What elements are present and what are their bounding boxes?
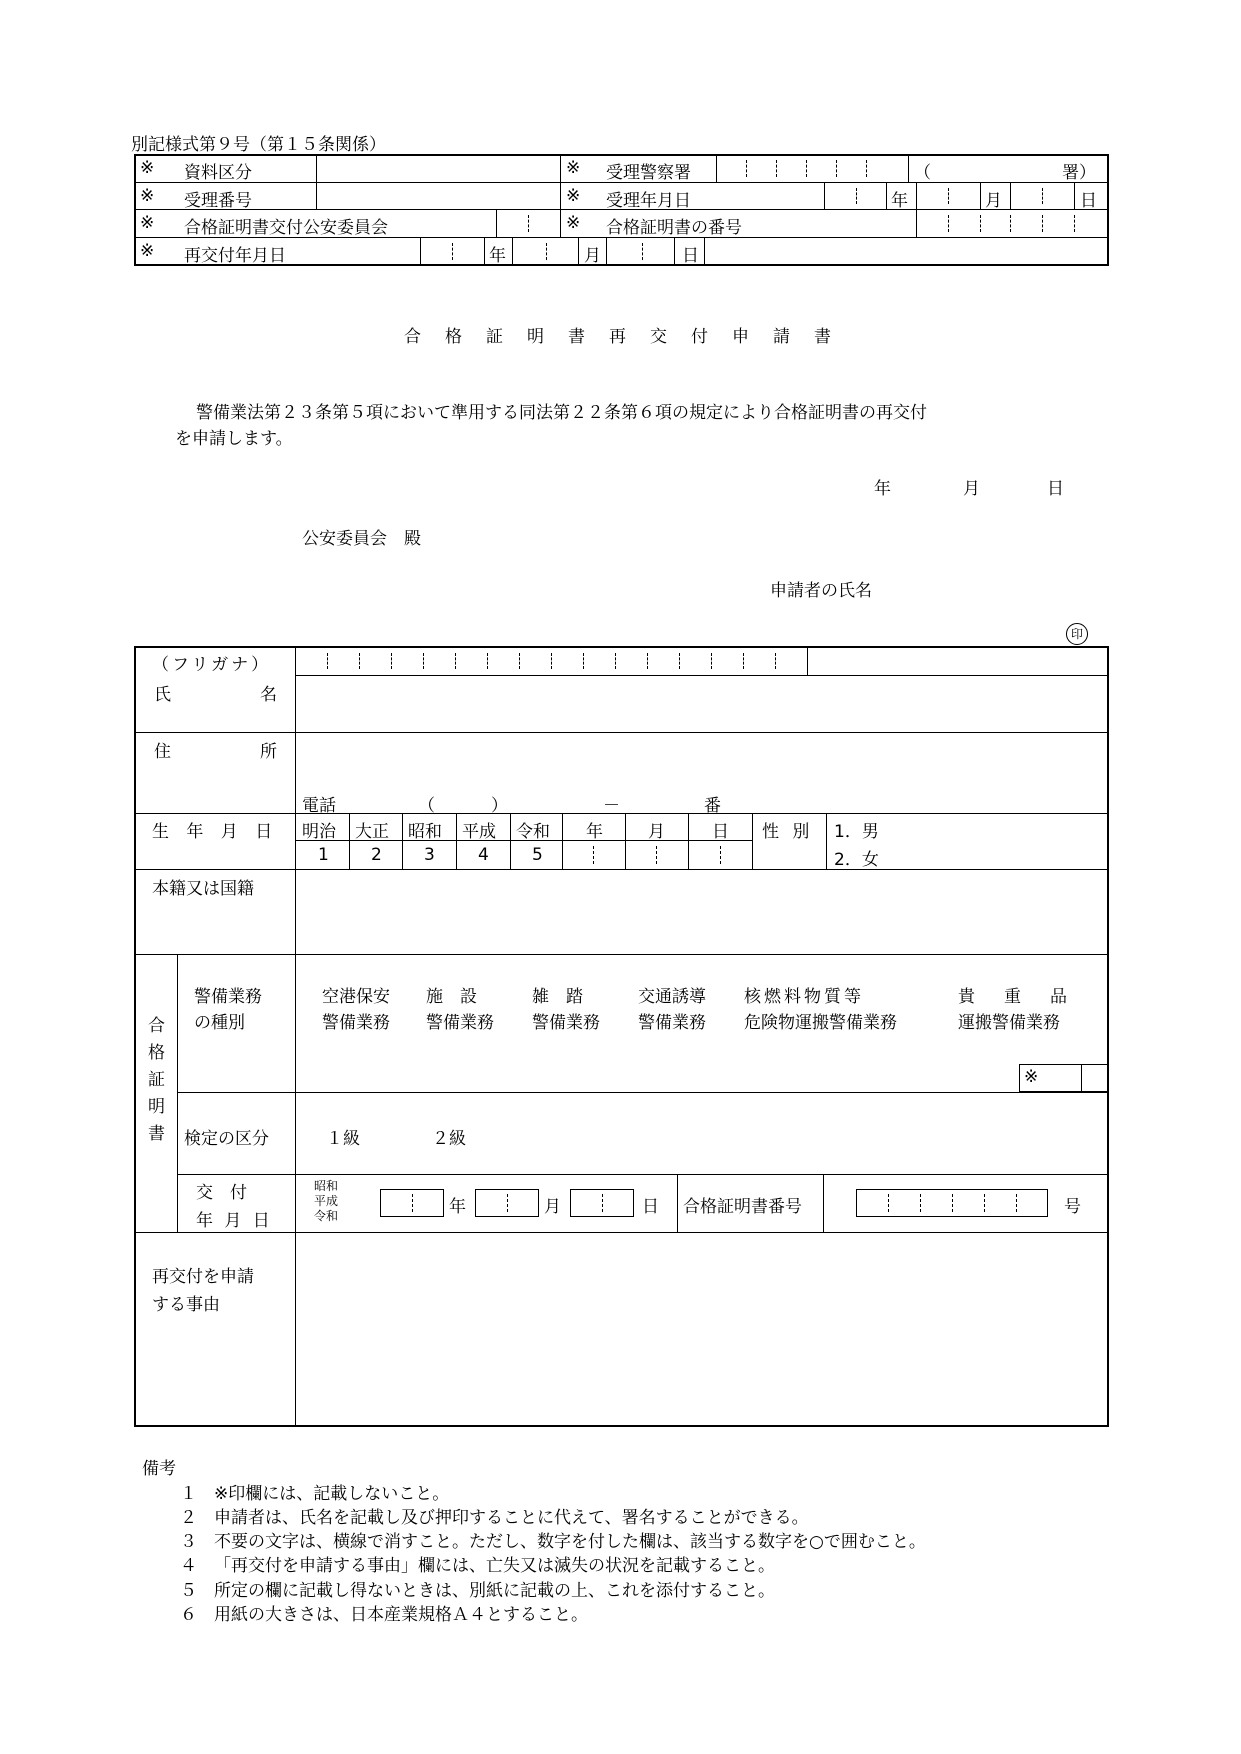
note-text: 所定の欄に記載し得ないときは、別紙に記載の上、これを添付すること。: [214, 1581, 775, 1601]
note-text: 用紙の大きさは、日本産業規格Ａ４とすること。: [214, 1605, 588, 1625]
issue-era-showa: 昭和: [314, 1179, 339, 1193]
phone-paren-close: ）: [491, 796, 508, 816]
note-text: ※印欄には、記載しないこと。: [214, 1484, 450, 1504]
certificate-number-label: 合格証明書の番号: [606, 218, 742, 238]
application-statement-line2: を申請します。: [175, 429, 293, 449]
era-number: 1: [318, 845, 329, 865]
era-showa: 昭和: [408, 822, 442, 842]
issue-day-char: 日: [642, 1197, 659, 1217]
date-day: 日: [1047, 479, 1064, 499]
certificate-number-label: 合格証明書番号: [683, 1197, 802, 1217]
day-char: 日: [1080, 191, 1097, 211]
issuing-commission-label: 合格証明書交付公安委員会: [184, 218, 388, 238]
era-reiwa: 令和: [516, 822, 550, 842]
kome-mark: ※: [140, 241, 155, 261]
issue-month-char: 月: [544, 1197, 561, 1217]
cert-vertical-char: 証: [148, 1070, 165, 1090]
note-number: ２: [180, 1508, 197, 1528]
date-month: 月: [963, 479, 980, 499]
exam-grade-label: 検定の区分: [184, 1129, 269, 1149]
applicant-table: [134, 646, 1109, 1427]
note-number: ５: [180, 1581, 197, 1601]
reissue-reason-label-1: 再交付を申請: [152, 1267, 254, 1287]
era-number: 4: [478, 845, 489, 865]
note-number: ４: [180, 1556, 197, 1576]
security-type-airport: 警備業務: [322, 1013, 390, 1033]
phone-dash: －: [603, 796, 620, 816]
document-title: 合格証明書再交付申請書: [404, 327, 855, 347]
document-category-label: 資料区分: [184, 163, 252, 183]
security-type-crowd: 警備業務: [532, 1013, 600, 1033]
cert-vertical-char: 格: [148, 1043, 165, 1063]
month-char: 月: [985, 191, 1002, 211]
receipt-date-label: 受理年月日: [606, 191, 691, 211]
paren: （: [914, 163, 931, 183]
furigana-label: （フリガナ）: [152, 655, 272, 675]
kome-mark: ※: [566, 186, 581, 206]
note-number: ３: [180, 1532, 197, 1552]
security-type-label-2: の種別: [194, 1013, 245, 1033]
era-taisho: 大正: [355, 822, 389, 842]
security-type-traffic: 警備業務: [638, 1013, 706, 1033]
security-type-valuables: 運搬警備業務: [958, 1013, 1060, 1033]
security-type-facility: 警備業務: [426, 1013, 494, 1033]
date-year: 年: [874, 479, 891, 499]
sex-option-female: 2．女: [834, 850, 879, 870]
kome-mark: ※: [140, 186, 155, 206]
grade-1: １級: [326, 1129, 360, 1149]
receipt-number-label: 受理番号: [184, 191, 252, 211]
receiving-police-station-label: 受理警察署: [606, 163, 691, 183]
security-type-airport: 空港保安: [322, 987, 390, 1007]
applicant-name-label: 申請者の氏名: [770, 581, 872, 601]
cert-vertical-char: 明: [148, 1097, 165, 1117]
birthdate-label: 生 年 月 日: [152, 822, 279, 842]
year-char: 年: [489, 246, 506, 266]
era-meiji: 明治: [302, 822, 336, 842]
reissue-reason-label-2: する事由: [152, 1295, 220, 1315]
kome-mark: ※: [140, 213, 155, 233]
form-reference: 別記様式第９号（第１５条関係）: [131, 135, 386, 155]
kome-mark: ※: [140, 158, 155, 178]
phone-label: 電話: [302, 796, 336, 816]
issue-era-reiwa: 令和: [314, 1209, 339, 1223]
number-suffix: 号: [1064, 1197, 1081, 1217]
cert-vertical-char: 合: [148, 1016, 165, 1036]
year-char: 年: [891, 191, 908, 211]
name-label-2: 名: [260, 685, 277, 705]
kome-mark: ※: [1024, 1067, 1039, 1087]
reissue-date-label: 再交付年月日: [184, 246, 286, 266]
security-type-valuables: 貴 重 品: [958, 987, 1073, 1007]
issue-era-heisei: 平成: [314, 1194, 339, 1208]
application-statement-line1: 警備業法第２３条第５項において準用する同法第２２条第６項の規定により合格証明書の再交付: [196, 403, 927, 423]
issue-date-label-1: 交 付: [196, 1183, 247, 1203]
station-suffix: 署）: [1062, 163, 1096, 183]
cert-vertical-char: 書: [148, 1124, 165, 1144]
issue-year-char: 年: [449, 1197, 466, 1217]
note-number: ６: [180, 1605, 197, 1625]
era-number: 2: [371, 845, 382, 865]
sex-option-male: 1．男: [834, 822, 879, 842]
phone-paren-open: （: [418, 796, 435, 816]
note-number: １: [180, 1484, 197, 1504]
domicile-label: 本籍又は国籍: [152, 879, 254, 899]
era-number: 3: [424, 845, 435, 865]
notes-title: 備考: [142, 1459, 176, 1479]
sex-label: 性 別: [762, 822, 814, 842]
name-label-1: 氏: [154, 685, 171, 705]
addressee: 公安委員会 殿: [302, 529, 421, 549]
security-type-facility: 施 設: [426, 987, 477, 1007]
security-type-nuclear: 危険物運搬警備業務: [744, 1013, 897, 1033]
security-type-label-1: 警備業務: [194, 987, 262, 1007]
address-label-1: 住: [154, 742, 171, 762]
birth-day-label: 日: [712, 822, 729, 842]
note-text: 申請者は、氏名を記載し及び押印することに代えて、署名することができる。: [214, 1508, 809, 1528]
day-char: 日: [682, 246, 699, 266]
note-text: 「再交付を申請する事由」欄には、亡失又は滅失の状況を記載すること。: [214, 1556, 775, 1576]
era-heisei: 平成: [462, 822, 496, 842]
birth-month-label: 月: [648, 822, 665, 842]
era-number: 5: [532, 845, 543, 865]
security-type-nuclear: 核燃料物質等: [744, 987, 864, 1007]
phone-number-suffix: 番: [704, 796, 721, 816]
kome-mark: ※: [566, 158, 581, 178]
address-label-2: 所: [260, 742, 277, 762]
note-text: 不要の文字は、横線で消すこと。ただし、数字を付した欄は、該当する数字を○で囲むこと。: [214, 1532, 926, 1552]
security-type-crowd: 雑 踏: [532, 987, 583, 1007]
birth-year-label: 年: [586, 822, 603, 842]
month-char: 月: [584, 246, 601, 266]
grade-2: ２級: [432, 1129, 466, 1149]
security-type-traffic: 交通誘導: [638, 987, 706, 1007]
seal-mark: 印: [1066, 623, 1088, 645]
kome-mark: ※: [566, 213, 581, 233]
issue-date-label-2: 年 月 日: [196, 1211, 273, 1231]
